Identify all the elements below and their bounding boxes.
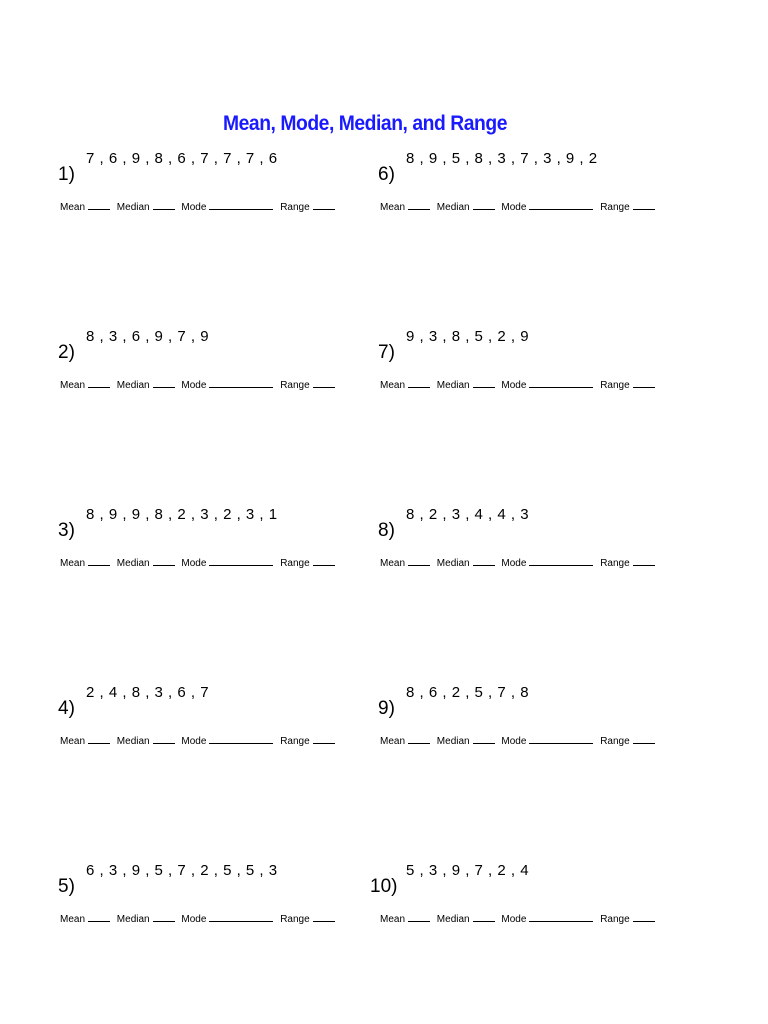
mean-label: Mean: [60, 736, 86, 747]
problem-data: 8 , 9 , 5 , 8 , 3 , 7 , 3 , 9 , 2: [406, 150, 598, 167]
range-label: Range: [600, 914, 630, 925]
mean-label: Mean: [60, 380, 86, 391]
answer-row: [60, 556, 360, 569]
range-label: Range: [280, 558, 310, 569]
answer-row: [60, 912, 360, 925]
mode-blank[interactable]: [209, 734, 273, 744]
median-blank[interactable]: [473, 378, 495, 388]
mode-label: Mode: [501, 380, 527, 391]
problem-2: [58, 328, 368, 398]
mean-blank[interactable]: [88, 734, 110, 744]
mode-blank[interactable]: [529, 912, 593, 922]
range-blank[interactable]: [633, 734, 655, 744]
mode-label: Mode: [501, 558, 527, 569]
problem-data: 7 , 6 , 9 , 8 , 6 , 7 , 7 , 7 , 6: [86, 150, 278, 167]
range-blank[interactable]: [313, 556, 335, 566]
worksheet-title: Mean, Mode, Median, and Range: [222, 112, 507, 135]
answer-row: [380, 378, 680, 391]
median-blank[interactable]: [473, 200, 495, 210]
mean-blank[interactable]: [88, 200, 110, 210]
mode-blank[interactable]: [209, 378, 273, 388]
mode-label: Mode: [181, 558, 207, 569]
median-blank[interactable]: [153, 378, 175, 388]
problem-5: [58, 862, 368, 932]
problem-data: 2 , 4 , 8 , 3 , 6 , 7: [86, 684, 210, 701]
problem-number: 10): [370, 876, 398, 897]
range-label: Range: [280, 202, 310, 213]
median-blank[interactable]: [473, 556, 495, 566]
range-label: Range: [600, 380, 630, 391]
median-blank[interactable]: [153, 200, 175, 210]
problem-data: 8 , 9 , 9 , 8 , 2 , 3 , 2 , 3 , 1: [86, 506, 278, 523]
mean-blank[interactable]: [88, 556, 110, 566]
problem-7: [378, 328, 688, 398]
range-blank[interactable]: [313, 912, 335, 922]
mode-label: Mode: [501, 914, 527, 925]
problem-data: 8 , 3 , 6 , 9 , 7 , 9: [86, 328, 210, 345]
median-blank[interactable]: [153, 556, 175, 566]
mode-label: Mode: [181, 380, 207, 391]
mode-label: Mode: [501, 736, 527, 747]
range-label: Range: [280, 914, 310, 925]
median-label: Median: [116, 736, 150, 747]
median-blank[interactable]: [153, 912, 175, 922]
problem-number: 6): [378, 164, 395, 185]
problem-6: [378, 150, 688, 220]
problem-data: 5 , 3 , 9 , 7 , 2 , 4: [406, 862, 530, 879]
range-label: Range: [280, 736, 310, 747]
mean-label: Mean: [60, 202, 86, 213]
problem-number: 7): [378, 342, 395, 363]
problem-number: 9): [378, 698, 395, 719]
problem-number: 2): [58, 342, 75, 363]
range-blank[interactable]: [633, 556, 655, 566]
mode-label: Mode: [181, 202, 207, 213]
range-blank[interactable]: [313, 378, 335, 388]
range-label: Range: [600, 202, 630, 213]
problem-3: [58, 506, 368, 576]
answer-row: [60, 734, 360, 747]
problem-number: 8): [378, 520, 395, 541]
median-label: Median: [436, 202, 470, 213]
range-blank[interactable]: [633, 200, 655, 210]
mean-blank[interactable]: [408, 556, 430, 566]
median-label: Median: [436, 558, 470, 569]
range-label: Range: [600, 558, 630, 569]
mean-label: Mean: [380, 736, 406, 747]
median-label: Median: [436, 736, 470, 747]
mode-blank[interactable]: [209, 200, 273, 210]
mean-label: Mean: [60, 914, 86, 925]
mode-blank[interactable]: [209, 556, 273, 566]
mean-blank[interactable]: [408, 912, 430, 922]
mean-blank[interactable]: [408, 734, 430, 744]
answer-row: [380, 200, 680, 213]
answer-row: [60, 200, 360, 213]
answer-row: [380, 556, 680, 569]
problem-8: [378, 506, 688, 576]
problem-data: 8 , 6 , 2 , 5 , 7 , 8: [406, 684, 530, 701]
mode-label: Mode: [181, 736, 207, 747]
mean-label: Mean: [380, 380, 406, 391]
mode-blank[interactable]: [529, 556, 593, 566]
median-label: Median: [116, 202, 150, 213]
problem-1: [58, 150, 368, 220]
mean-label: Mean: [380, 202, 406, 213]
mode-label: Mode: [181, 914, 207, 925]
mean-label: Mean: [380, 558, 406, 569]
problem-number: 1): [58, 164, 75, 185]
median-label: Median: [116, 380, 150, 391]
mode-blank[interactable]: [529, 378, 593, 388]
mean-label: Mean: [380, 914, 406, 925]
problem-10: [370, 862, 680, 932]
problem-data: 8 , 2 , 3 , 4 , 4 , 3: [406, 506, 530, 523]
median-label: Median: [116, 914, 150, 925]
mode-label: Mode: [501, 202, 527, 213]
median-label: Median: [436, 914, 470, 925]
problem-9: [378, 684, 688, 754]
mode-blank[interactable]: [209, 912, 273, 922]
range-blank[interactable]: [633, 378, 655, 388]
problem-data: 9 , 3 , 8 , 5 , 2 , 9: [406, 328, 530, 345]
answer-row: [60, 378, 360, 391]
median-blank[interactable]: [153, 734, 175, 744]
range-blank[interactable]: [313, 200, 335, 210]
answer-row: [380, 912, 680, 925]
median-label: Median: [116, 558, 150, 569]
mean-blank[interactable]: [88, 912, 110, 922]
mode-blank[interactable]: [529, 200, 593, 210]
median-blank[interactable]: [473, 734, 495, 744]
mean-label: Mean: [60, 558, 86, 569]
problem-number: 3): [58, 520, 75, 541]
mode-blank[interactable]: [529, 734, 593, 744]
median-blank[interactable]: [473, 912, 495, 922]
problem-data: 6 , 3 , 9 , 5 , 7 , 2 , 5 , 5 , 3: [86, 862, 278, 879]
problem-number: 4): [58, 698, 75, 719]
problem-number: 5): [58, 876, 75, 897]
median-label: Median: [436, 380, 470, 391]
problem-4: [58, 684, 368, 754]
range-blank[interactable]: [313, 734, 335, 744]
range-label: Range: [280, 380, 310, 391]
range-blank[interactable]: [633, 912, 655, 922]
answer-row: [380, 734, 680, 747]
range-label: Range: [600, 736, 630, 747]
mean-blank[interactable]: [408, 378, 430, 388]
mean-blank[interactable]: [88, 378, 110, 388]
mean-blank[interactable]: [408, 200, 430, 210]
